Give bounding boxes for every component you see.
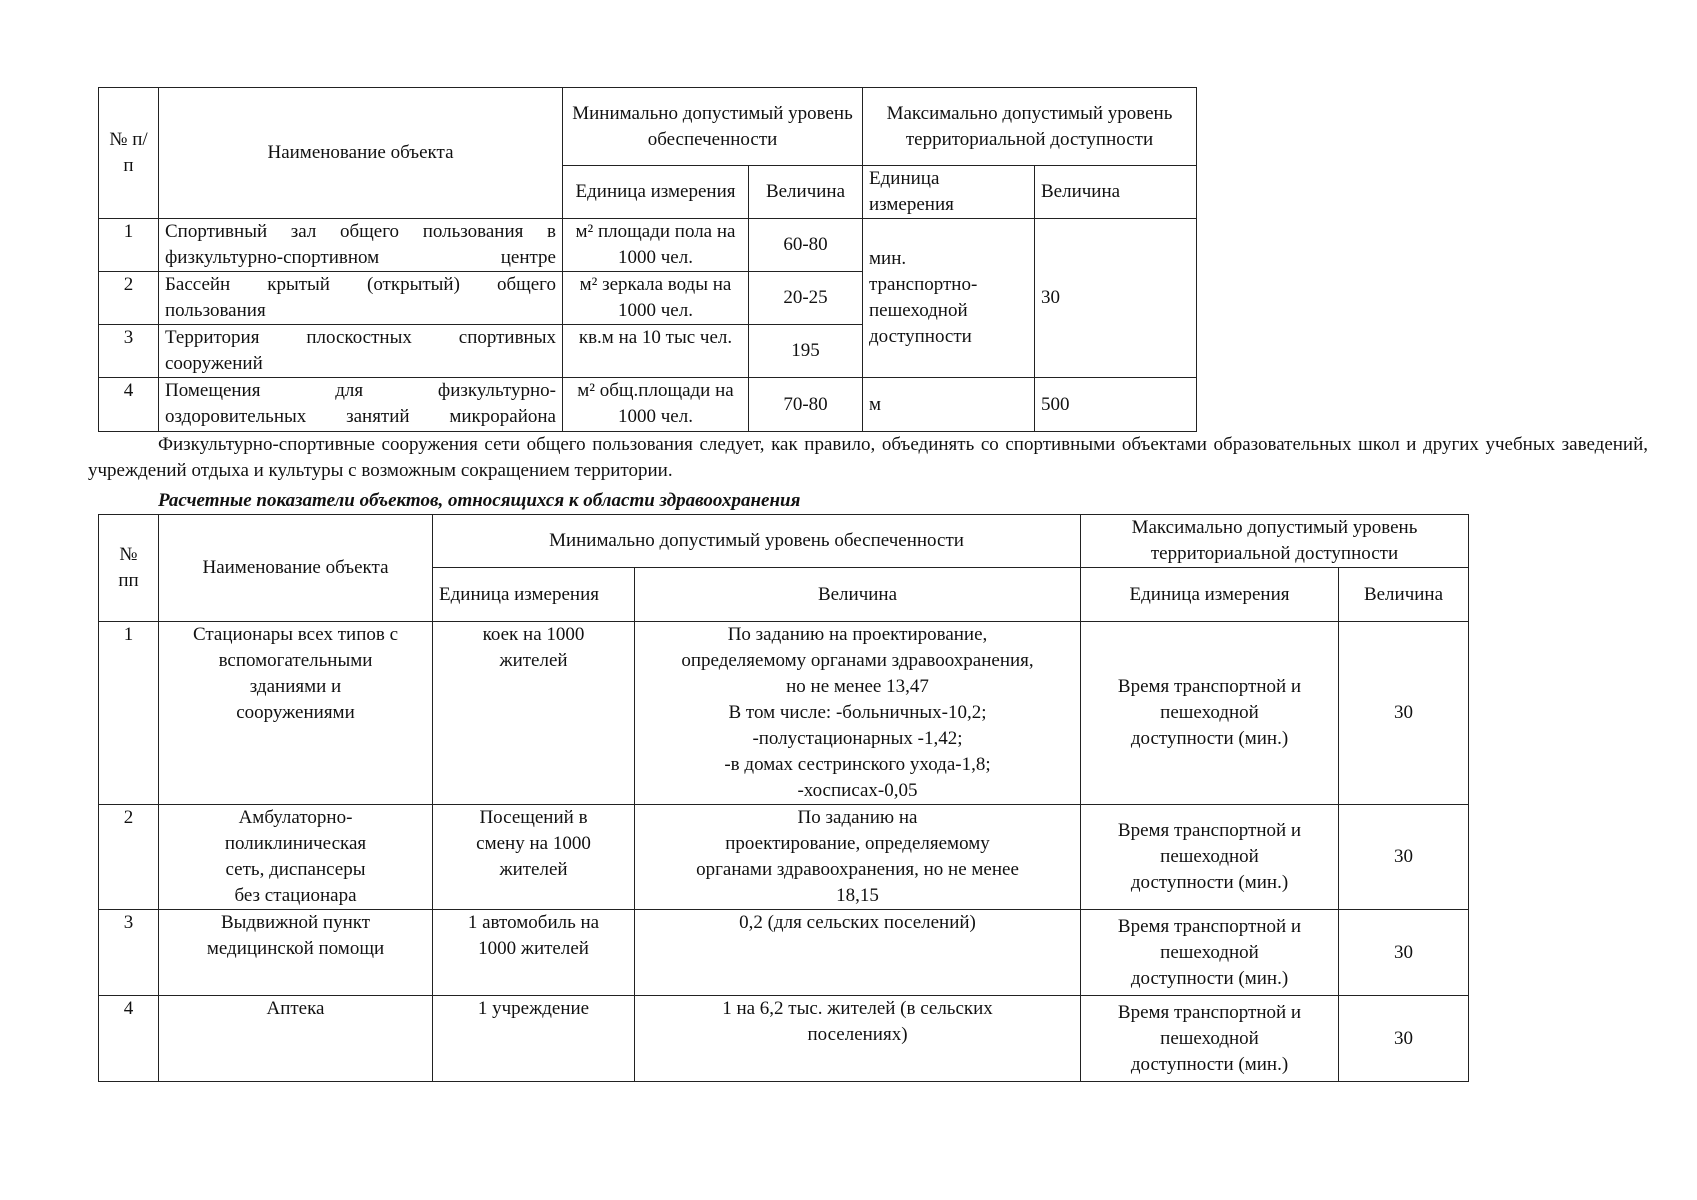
row-access-value: 30 xyxy=(1339,996,1469,1082)
row-unit: м² общ.площади на 1000 чел. xyxy=(563,378,749,432)
row-num: 4 xyxy=(99,996,159,1082)
header-value: Величина xyxy=(635,568,1081,622)
row-unit: м² зеркала воды на 1000 чел. xyxy=(563,272,749,325)
header-num: № пп xyxy=(99,515,159,622)
row-num: 1 xyxy=(99,622,159,805)
row-value: По заданию на проектирование, определяемому органами здравоохранения, но не менее 18,15 xyxy=(635,805,1081,910)
row-unit: м² площади пола на 1000 чел. xyxy=(563,219,749,272)
row-access-unit: Время транспортной и пешеходной доступности (мин.) xyxy=(1081,622,1339,805)
row-object-name: Стационары всех типов с вспомогательными зданиями и сооружениями xyxy=(159,622,433,805)
table-row xyxy=(99,805,1469,910)
header-max-level: Максимально допустимый уровень территориальной доступности xyxy=(1081,515,1469,568)
access-unit-merged: мин. транспортно- пешеходной доступности xyxy=(863,219,1035,378)
row-num: 3 xyxy=(99,325,159,378)
row-value: По заданию на проектирование, определяемому органами здравоохранения, но не менее 13,47 В том числе: -больничных-10,2; -полустационарных -1,42; -в домах сестринского ухода-1,8; -хосписах-0,05 xyxy=(635,622,1081,805)
table-row xyxy=(99,910,1469,996)
header-min-level: Минимально допустимый уровень обеспеченности xyxy=(563,88,863,166)
header-value: Величина xyxy=(749,166,863,219)
row-unit: коек на 1000 жителей xyxy=(433,622,635,805)
row-access-unit: Время транспортной и пешеходной доступности (мин.) xyxy=(1081,996,1339,1082)
sport-facilities-table xyxy=(98,87,1197,432)
body-paragraph: Физкультурно-спортивные сооружения сети общего пользования следует, как правило, объединять со спортивными объектами образовательных школ и других учебных заведений, учреждений отдыха и культуры с возможным сокращением территории. xyxy=(88,434,1648,481)
row-value: 0,2 (для сельских поселений) xyxy=(635,910,1081,996)
row-object-name: Выдвижной пункт медицинской помощи xyxy=(159,910,433,996)
header-num: № п/п xyxy=(99,88,159,219)
section-heading: Расчетные показатели объектов, относящихся к области здравоохранения xyxy=(158,490,801,511)
access-value: 500 xyxy=(1035,378,1197,432)
row-object-name: Бассейн крытый (открытый) общего пользования xyxy=(159,272,563,325)
row-value: 1 на 6,2 тыс. жителей (в сельских поселениях) xyxy=(635,996,1081,1082)
header-unit: Единица измерения xyxy=(433,568,635,622)
row-num: 3 xyxy=(99,910,159,996)
row-object-name: Спортивный зал общего пользования в физкультурно-спортивном центре xyxy=(159,219,563,272)
header-object-name: Наименование объекта xyxy=(159,88,563,219)
row-access-value: 30 xyxy=(1339,910,1469,996)
row-object-name: Амбулаторно- поликлиническая сеть, диспансеры без стационара xyxy=(159,805,433,910)
row-access-value: 30 xyxy=(1339,622,1469,805)
header-access-value: Величина xyxy=(1339,568,1469,622)
row-value: 60-80 xyxy=(749,219,863,272)
header-access-unit: Единица измерения xyxy=(1081,568,1339,622)
header-access-unit: Единица измерения xyxy=(863,166,1035,219)
row-value: 20-25 xyxy=(749,272,863,325)
row-unit: 1 учреждение xyxy=(433,996,635,1082)
header-access-value: Величина xyxy=(1035,166,1197,219)
access-value-merged: 30 xyxy=(1035,219,1197,378)
header-min-level: Минимально допустимый уровень обеспеченности xyxy=(433,515,1081,568)
row-num: 2 xyxy=(99,805,159,910)
table-row xyxy=(99,219,1197,272)
access-unit: м xyxy=(863,378,1035,432)
row-access-value: 30 xyxy=(1339,805,1469,910)
healthcare-table xyxy=(98,514,1469,1082)
table-row xyxy=(99,622,1469,805)
table-row xyxy=(99,378,1197,432)
row-unit: Посещений в смену на 1000 жителей xyxy=(433,805,635,910)
row-num: 1 xyxy=(99,219,159,272)
row-num: 4 xyxy=(99,378,159,432)
row-num: 2 xyxy=(99,272,159,325)
row-object-name: Территория плоскостных спортивных сооружений xyxy=(159,325,563,378)
header-unit: Единица измерения xyxy=(563,166,749,219)
row-access-unit: Время транспортной и пешеходной доступности (мин.) xyxy=(1081,910,1339,996)
row-value: 70-80 xyxy=(749,378,863,432)
row-unit: кв.м на 10 тыс чел. xyxy=(563,325,749,378)
row-access-unit: Время транспортной и пешеходной доступности (мин.) xyxy=(1081,805,1339,910)
table-row xyxy=(99,996,1469,1082)
row-object-name: Помещения для физкультурно-оздоровительных занятий микрорайона xyxy=(159,378,563,432)
row-value: 195 xyxy=(749,325,863,378)
header-max-level: Максимально допустимый уровень территориальной доступности xyxy=(863,88,1197,166)
header-object-name: Наименование объекта xyxy=(159,515,433,622)
row-unit: 1 автомобиль на 1000 жителей xyxy=(433,910,635,996)
row-object-name: Аптека xyxy=(159,996,433,1082)
